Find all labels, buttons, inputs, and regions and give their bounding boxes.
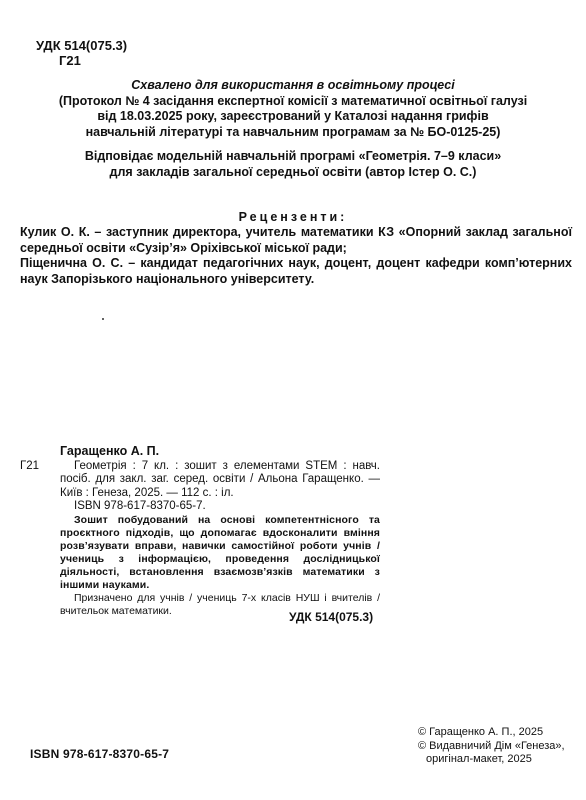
record-author: Гаращенко А. П. <box>60 444 160 458</box>
approval-line-1: Схвалено для використання в освітньому процесі <box>131 78 455 92</box>
copyright-publisher: © Видавничий Дім «Генеза», <box>418 739 565 752</box>
approval-line-4: навчальній літературі та навчальним програмам за № БО-0125-25) <box>85 124 501 139</box>
program-block <box>20 149 566 180</box>
stray-dot <box>102 318 104 320</box>
bibliographic-record <box>20 444 380 618</box>
udk-header <box>36 38 127 68</box>
copyright-layout: оригінал-макет, 2025 <box>426 753 532 765</box>
author-mark: Г21 <box>59 53 81 68</box>
reviewers-title: Рецензенти: <box>238 210 348 224</box>
udk-footer: УДК 514(075.3) <box>289 610 374 624</box>
record-description: Геометрія : 7 кл. : зошит з елементами STEM : навч. посіб. для закл. заг. серед. освіти / Альона Гаращенко. — Київ : Генеза, 2025. — 112 с. : іл. <box>60 459 380 499</box>
reviewer-1: Кулик О. К. – заступник директора, учитель математики КЗ «Опорний заклад загальної середньої освіти «Сузір’я» Оріхівської міської ради; <box>20 225 572 255</box>
approval-block <box>20 78 566 140</box>
copyright-block <box>418 726 565 767</box>
record-isbn: ISBN 978-617-8370-65-7. <box>74 500 206 512</box>
reviewers-block <box>20 225 572 287</box>
reviewer-2: Піщенична О. С. – кандидат педагогічних наук, доцент, доцент кафедри комп’ютерних наук Запорізького національного університету. <box>20 256 572 286</box>
record-annotation: Зошит побудований на основі компетентнісного та проєктного підходів, що допомагає вдосконалити вміння розв’язувати вправи, навички самостійної роботи учнів / учениць з інформацією, проведення дослідницької діяльності, встановлення взаємозв’язків математики з іншими науками. <box>60 513 380 591</box>
copyright-author: © Гаращенко А. П., 2025 <box>418 726 544 738</box>
udk-code: УДК 514(075.3) <box>36 38 128 53</box>
record-purpose: Призначено для учнів / учениць 7-х класів НУШ і вчителів / вчительок математики. <box>60 591 380 617</box>
record-code: Г21 <box>20 460 40 472</box>
approval-line-3: від 18.03.2025 року, зареєстрований у Каталозі надання грифів <box>97 109 489 123</box>
program-line-1: Відповідає модельній навчальній програмі «Геометрія. 7–9 класи» <box>84 149 502 163</box>
program-line-2: для закладів загальної середньої освіти (автор Істер О. С.) <box>109 164 477 179</box>
isbn-footer: ISBN 978-617-8370-65-7 <box>30 747 170 761</box>
approval-line-2: (Протокол № 4 засідання експертної комісії з математичної освітньої галузі <box>58 93 528 108</box>
